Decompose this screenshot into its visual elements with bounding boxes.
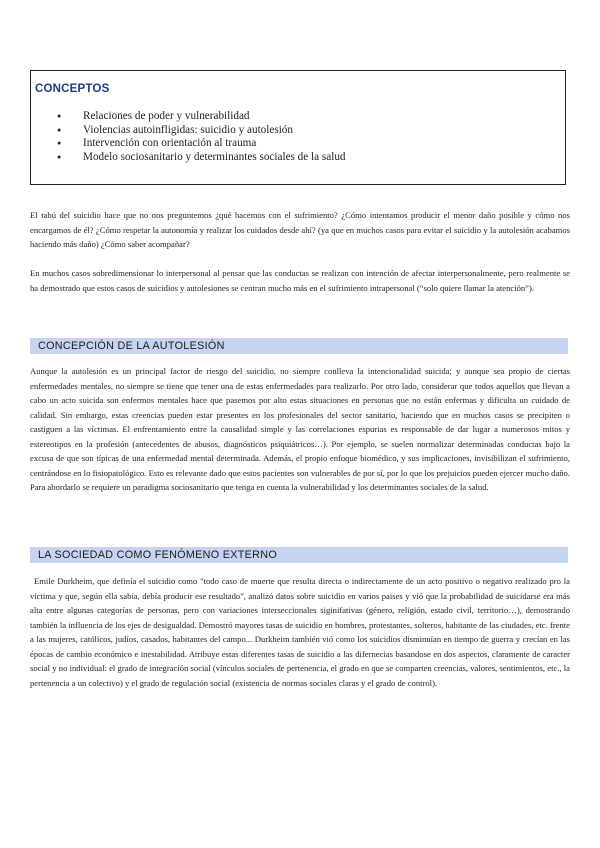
sociedad-paragraph: Emile Durkheim, que definía el suicidio como "todo caso de muerte que resulta directa o indirectamente de un acto positivo o negativo realizado pro la víctima y que, según ella sabía, debía producir ese resultado", analizó datos sobre suicidio en varios paises y vió que la probabilidad de suicidarse era más alta entre algunas categorías de personas, pero con variaciones interseccionales siginifativas (género, religión, estado civil, territorio…), demostrando también la influencia de los ejes de desigualdad. Demostró mayores tasas de suicidio en hombres, protestantes, solteros, habitante de las ciudades, etc. frente a las mujeres, católicos, judíos, casados, habitantes del campo... Durkheim también vió como los suicidios disminuían en tiempo de guerra y crecían en las épocas de cambio económico e inestabilidad. Atribuye estas diferentes tasas de suicidio a las difernecias basandose en dos aspectos, claramente de caracter social y no individual: el grado de integración social (vínculos sociales de pertenencia, el grado en que se comparten creencias, valores, sentimientos, etc., la pertenencia a un colectivo) y el grado de regulación social (existencia de normas sociales claras y el grado de control). xyxy=(30,576,570,688)
concept-item: ● Violencias autoinfligidas: suicidio y autolesión xyxy=(83,124,555,138)
concept-item: ● Relaciones de poder y vulnerabilidad xyxy=(83,110,555,124)
concepts-box xyxy=(30,70,566,185)
concepts-list xyxy=(35,110,555,164)
concepts-title: CONCEPTOS xyxy=(35,83,110,95)
autolesion-paragraph: Aunque la autolesión es un principal factor de riesgo del suicidio, no siempre conlleva la intencionalidad suicida; y aunque sea propio de ciertas enfermedades mentales, no siempre se tiene que tener una de estas enfermedades para realizarlo. Por otro lado, considerar que todos aquellos que llevan a cabo un acto suicida son enfermos mentales hace que pasemos por alto estas situaciones en personas que no están enfermas y dificulta un cuidado de calidad. Sin embargo, estas creencias pueden estar presentes en los profesionales del sector sanitario, haciendo que en muchos casos se precipiten o castiguen a las víctimas. El enfrentamiento entre la causalidad simple y las correlaciones espurias es responsable de dar lugar a numerosos mitos y estereotipos en la profesión (antecedentes de abusos, diagnósticos psiquiátricos…). Por ejemplo, se suelen normalizar determinadas conductas bajo la excusa de que son típicas de una enfermedad mental determinada. Además, el propio enfoque biomédico, y sus implicaciones, invisibilizan el sufrimiento, centrándose en lo fisiopatológico. Esto es relevante dado que estos pacientes son vulnerables de por sí, por lo que los prejuicios pueden ejercer mucho daño. Para abordarlo se requiere un paradigma sociosanitario que tenga en cuenta la vulnerabilidad y los determinantes sociales de la salud. xyxy=(30,366,570,492)
intro-paragraph-2: En muchos casos sobredimensionar lo interpersonal al pensar que las conductas se realizan con intención de afectar interpersonalmente, pero realmente se ha demostrado que estos casos de suicidios y autolesiones se centran mucho más en el sufrimiento intrapersonal (“solo quiere llamar la atención”). xyxy=(30,268,570,293)
concept-item: ● Intervención con orientación al trauma xyxy=(83,137,555,151)
section-heading-autolesion: CONCEPCIÓN DE LA AUTOLESIÓN xyxy=(30,338,568,354)
concept-item: ● Modelo sociosanitario y determinantes sociales de la salud xyxy=(83,151,555,165)
section-heading-sociedad: LA SOCIEDAD COMO FENÓMENO EXTERNO xyxy=(30,547,568,563)
intro-paragraph-1: El tabú del suicidio hace que no nos preguntemos ¿qué hacemos con el sufrimiento? ¿Cómo intentamos producir el menor daño posible y cómo nos encargamos de él? ¿Cómo respetar la autonomía y realizar los cuidados desde ahí? (ya que en muchos casos para evitar el suicidio y la autolesión acabamos haciendo más daño) ¿Cómo saber acompañar? xyxy=(30,210,570,249)
